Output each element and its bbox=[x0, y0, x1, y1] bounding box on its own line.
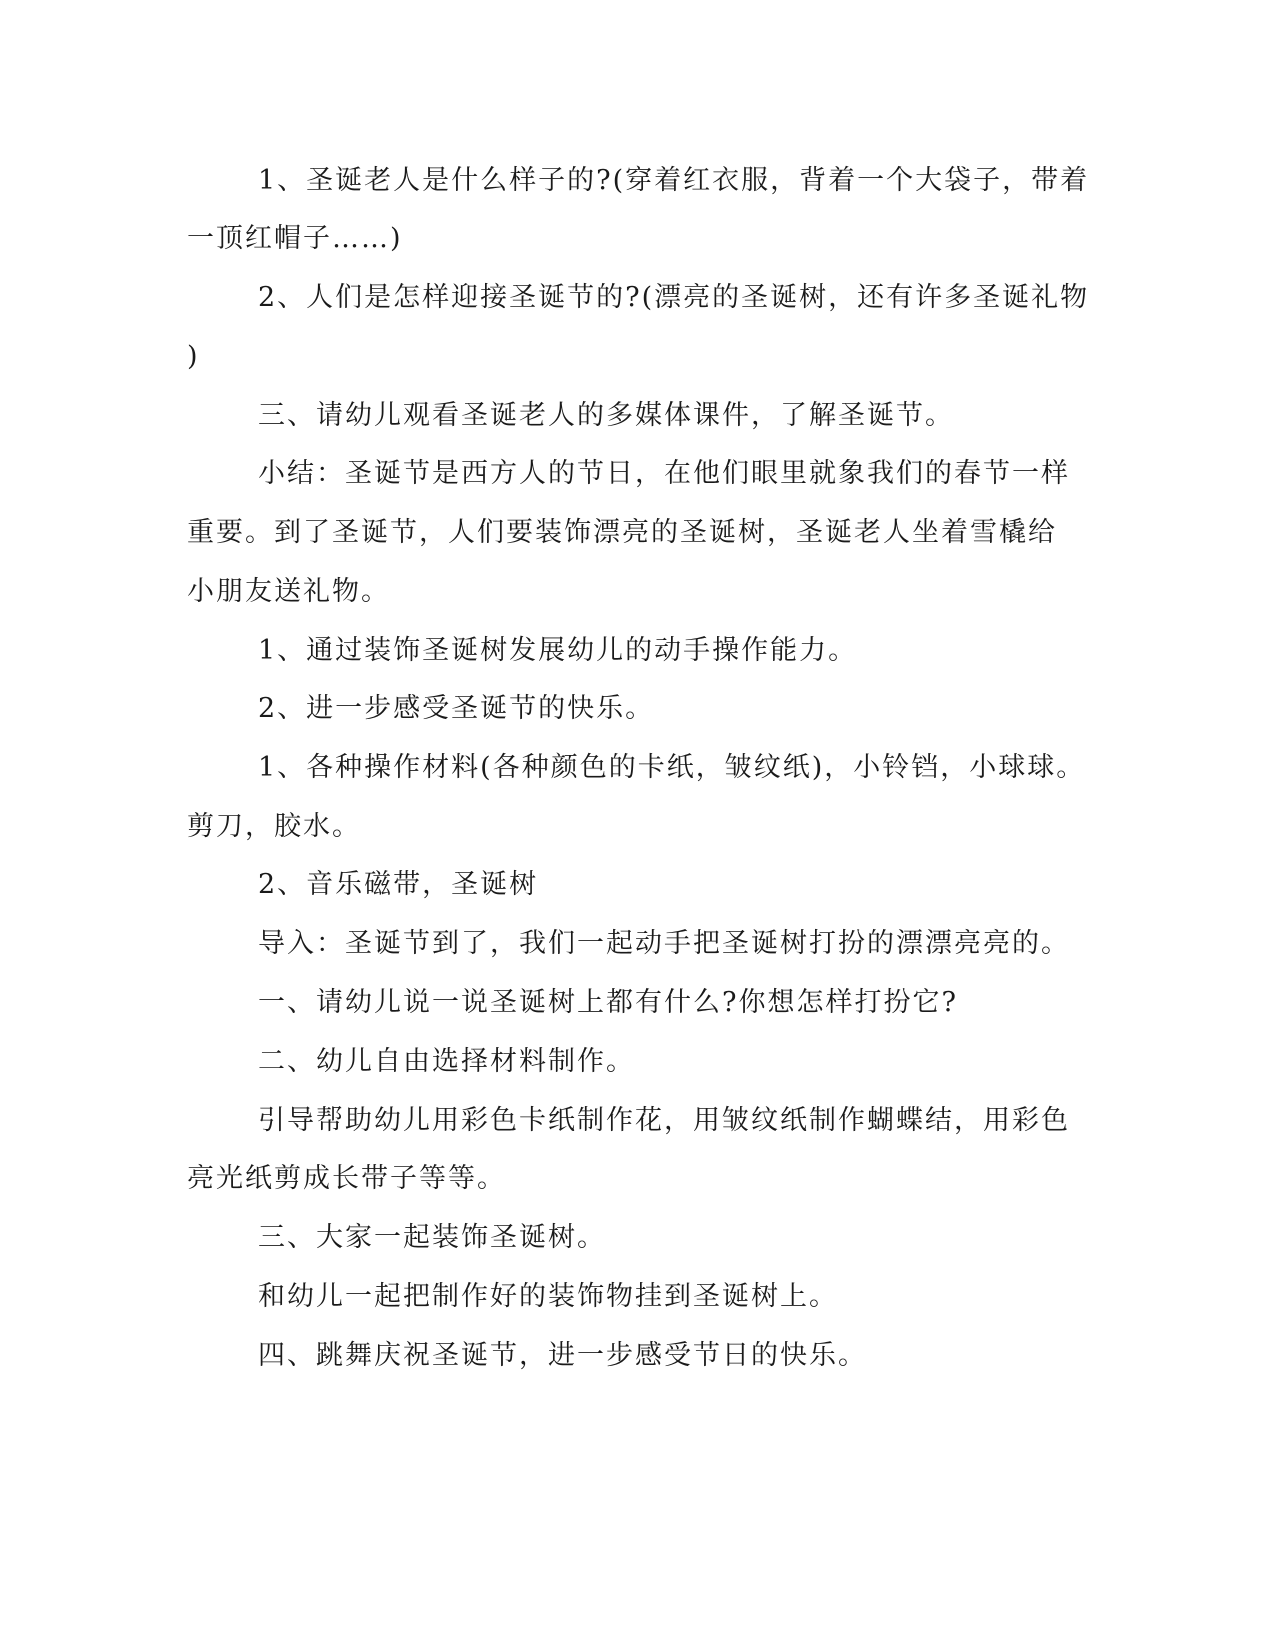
paragraph-line: 1、圣诞老人是什么样子的?(穿着红衣服，背着一个大袋子，带着 bbox=[258, 165, 1090, 196]
paragraph-line: 一顶红帽子……) bbox=[187, 223, 403, 254]
paragraph-line: 四、跳舞庆祝圣诞节，进一步感受节日的快乐。 bbox=[258, 1340, 867, 1371]
paragraph-line: 和幼儿一起把制作好的装饰物挂到圣诞树上。 bbox=[258, 1281, 838, 1312]
paragraph-line: 2、音乐磁带，圣诞树 bbox=[258, 869, 539, 900]
paragraph-line: 小朋友送礼物。 bbox=[187, 576, 390, 607]
paragraph-line: 2、进一步感受圣诞节的快乐。 bbox=[258, 693, 655, 724]
paragraph-line: 小结：圣诞节是西方人的节日，在他们眼里就象我们的春节一样 bbox=[258, 458, 1070, 489]
paragraph-line: 重要。到了圣诞节，人们要装饰漂亮的圣诞树，圣诞老人坐着雪橇给 bbox=[187, 517, 1057, 548]
paragraph-line: ) bbox=[187, 341, 200, 372]
paragraph-line: 2、人们是怎样迎接圣诞节的?(漂亮的圣诞树，还有许多圣诞礼物 bbox=[258, 282, 1090, 313]
paragraph-line: 1、通过装饰圣诞树发展幼儿的动手操作能力。 bbox=[258, 635, 858, 666]
paragraph-line: 三、大家一起装饰圣诞树。 bbox=[258, 1222, 606, 1253]
paragraph-line: 导入：圣诞节到了，我们一起动手把圣诞树打扮的漂漂亮亮的。 bbox=[258, 928, 1070, 959]
paragraph-line: 1、各种操作材料(各种颜色的卡纸，皱纹纸)，小铃铛，小球球。 bbox=[258, 752, 1086, 783]
paragraph-line: 引导帮助幼儿用彩色卡纸制作花，用皱纹纸制作蝴蝶结，用彩色 bbox=[258, 1105, 1070, 1136]
paragraph-line: 剪刀，胶水。 bbox=[187, 811, 361, 842]
paragraph-line: 二、幼儿自由选择材料制作。 bbox=[258, 1046, 635, 1077]
paragraph-line: 三、请幼儿观看圣诞老人的多媒体课件，了解圣诞节。 bbox=[258, 400, 954, 431]
paragraph-line: 一、请幼儿说一说圣诞树上都有什么?你想怎样打扮它? bbox=[258, 987, 958, 1018]
paragraph-line: 亮光纸剪成长带子等等。 bbox=[187, 1163, 506, 1194]
